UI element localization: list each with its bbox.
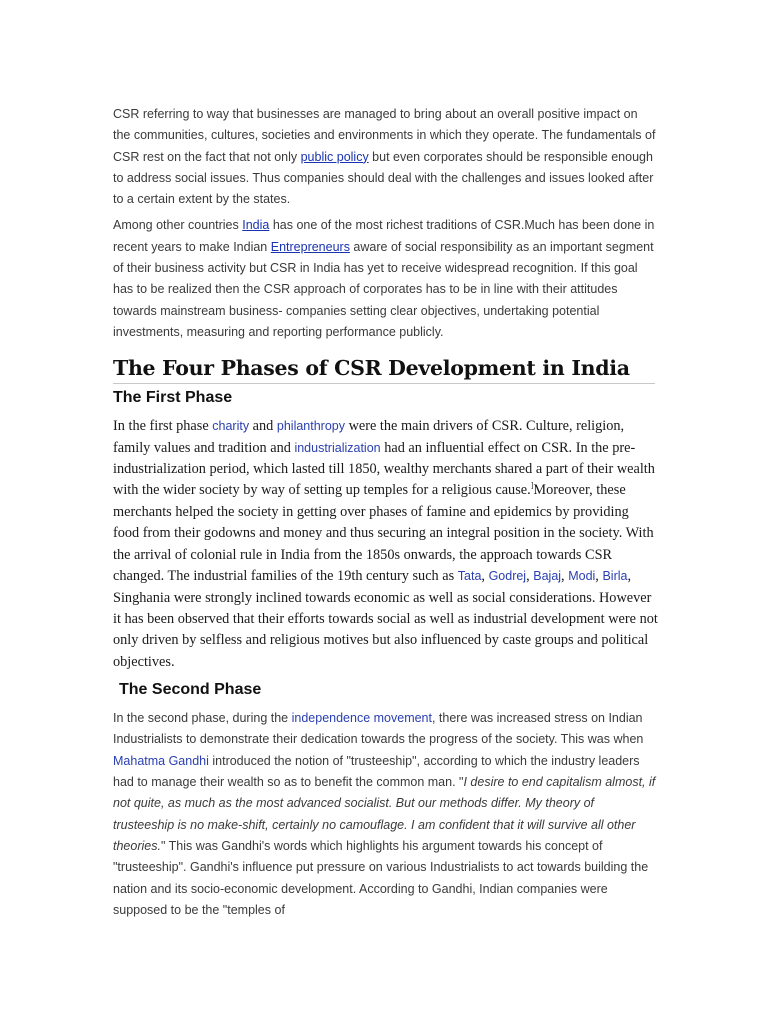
link-entrepreneurs[interactable]: Entrepreneurs [270,239,350,254]
link-charity[interactable]: charity [212,419,250,434]
paragraph-csr-definition: CSR referring to way that businesses are managed to bring about an overall positive impact on the communities, cultures, societies and environments in which they operate. The fundamentals of CSR rest on the fact that not only public policy but even corporates should be responsible enough to address social issues. Thus companies should deal with the challenges and issues looked after to a certain extent by the states. [113,107,656,207]
link-india[interactable]: India [242,218,270,233]
gandhi-quote: I desire to end capitalism almost, if not quite, as much as the most advanced socialist. But our methods differ. My theory of trusteeship is no make-shift, certainly no camouflage. I am confident that it will survive all other theories. [113,775,656,853]
link-philanthropy[interactable]: philanthropy [276,419,345,434]
link-independence-movement[interactable]: independence movement [291,711,432,726]
paragraph-csr-india: Among other countries India has one of the most richest traditions of CSR.Much has been done in recent years to make Indian Entrepreneurs aware of social responsibility as an important segment of their business activity but CSR in India has yet to receive widespread recognition. If this goal has to be realized then the CSR approach of corporates has to be in line with their attitudes towards mainstream business- companies setting clear objectives, undertaking potential investments, measuring and reporting performance publicly. [113,218,655,339]
paragraph-second-phase: In the second phase, during the independence movement, there was increased stress on Indian Industrialists to demonstrate their dedication towards the progress of the society. This was when Mahatma Gandhi introduced the notion of "trusteeship", according to which the industry leaders had to manage their wealth so as to benefit the common man. "I desire to end capitalism almost, if not quite, as much as the most advanced socialist. But our methods differ. My theory of trusteeship is no make-shift, certainly no camouflage. I am confident that it will survive all other theories." This was Gandhi's words which highlights his argument towards his concept of "trusteeship". Gandhi's influence put pressure on various Industrialists to act towards building the nation and its socio-economic development. According to Gandhi, Indian companies were supposed to be the "temples of [113,711,656,917]
link-bajaj[interactable]: Bajaj [533,569,562,584]
link-birla[interactable]: Birla [602,569,628,584]
link-industrialization[interactable]: industrialization [294,440,381,455]
subheading-first-phase: The First Phase [113,389,233,407]
link-public-policy[interactable]: public policy [300,149,369,164]
link-mahatma-gandhi[interactable]: Mahatma Gandhi [113,753,209,768]
subheading-second-phase: The Second Phase [119,681,262,699]
link-modi[interactable]: Modi [568,569,596,584]
article-body [113,104,658,921]
reference-marker[interactable]: ] [530,481,534,491]
link-godrej[interactable]: Godrej [488,569,527,584]
paragraph-first-phase: In the first phase charity and philanthropy were the main drivers of CSR. Culture, religion, family values and tradition and industrialization had an influential effect on CSR. In the pre-industrialization period, which lasted till 1850, wealthy merchants shared a part of their wealth with the wider society by way of setting up temples for a religious cause.]Moreover, these merchants helped the society in getting over phases of famine and epidemics by providing food from their godowns and money and thus securing an integral position in the society. With the arrival of colonial rule in India from the 1850s onwards, the approach towards CSR changed. The industrial families of the 19th century such as Tata, Godrej, Bajaj, Modi, Birla, Singhania were strongly inclined towards economic as well as social considerations. However it has been observed that their efforts towards social as well as industrial development were not only driven by selfless and religious motives but also influenced by caste groups and political objectives. [113,418,658,670]
link-tata[interactable]: Tata [457,569,482,584]
section-heading-four-phases: The Four Phases of CSR Development in India [113,353,655,384]
